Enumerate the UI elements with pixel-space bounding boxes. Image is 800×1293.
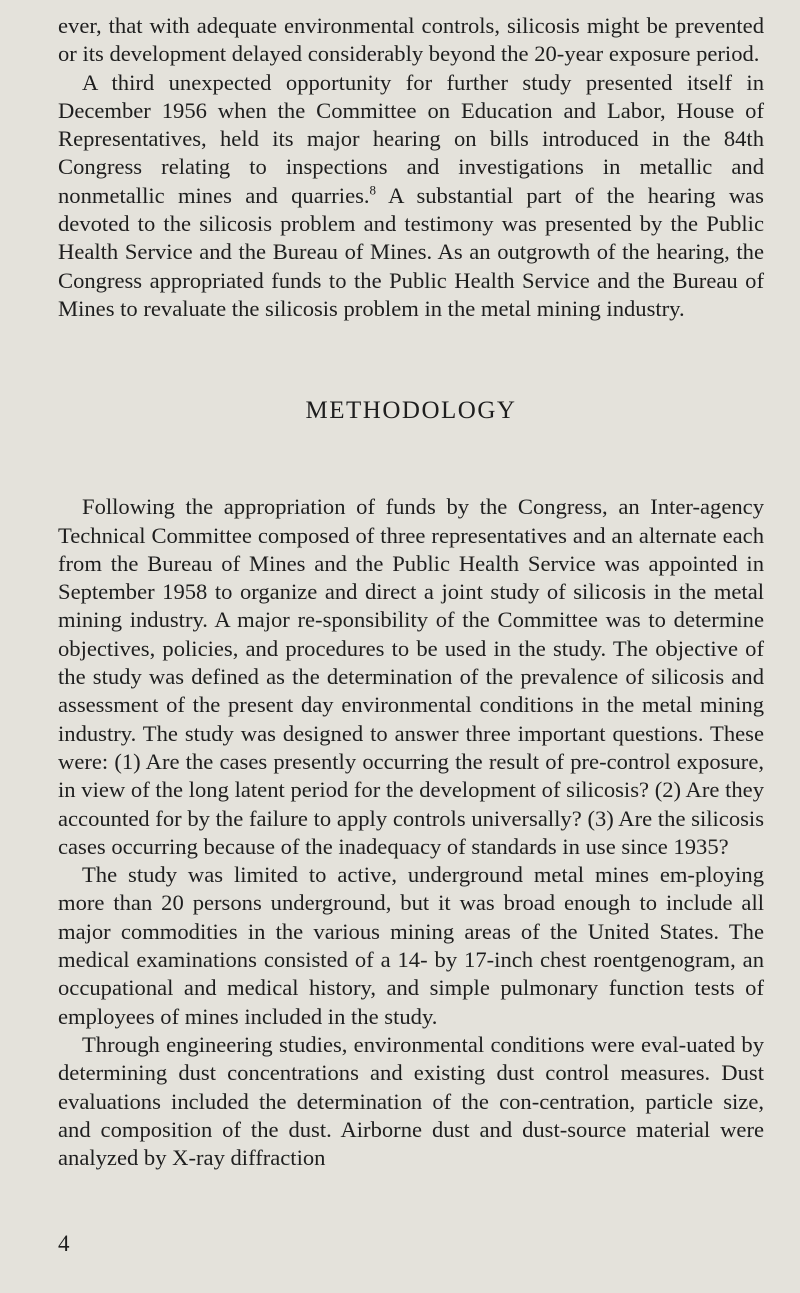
section-heading: METHODOLOGY: [305, 397, 517, 425]
document-page: [58, 12, 764, 1172]
paragraph-committee: Following the appropriation of funds by the Congress, an Inter-agency Technical Committee composed of three representatives and an alternate each from the Bureau of Mines and the Public Health Service was appointed in September 1958 to organize and direct a joint study of silicosis in the metal mining industry. A major re-sponsibility of the Committee was to determine objectives, policies, and procedures to be used in the study. The objective of the study was defined as the determination of the prevalence of silicosis and assessment of the present day environmental conditions in the metal mining industry. The study was designed to answer three important questions. These were: (1) Are the cases presently occurring the result of pre-control exposure, in view of the long latent period for the development of silicosis? (2) Are they accounted for by the failure to apply controls universally? (3) Are the silicosis cases occurring because of the inadequacy of standards in use since 1935?: [58, 494, 764, 859]
paragraph-study-scope: The study was limited to active, underground metal mines em-ploying more than 20 persons underground, but it was broad enough to include all major commodities in the various mining areas of the United States. The medical examinations consisted of a 14- by 17-inch chest roentgenogram, an occupational and medical history, and simple pulmonary function tests of employees of mines included in the study.: [58, 862, 764, 1029]
paragraph-hearing: [58, 69, 764, 324]
page-number: 4: [58, 1231, 70, 1256]
paragraph-hearing-text: A third unexpected opportunity for further study presented itself in December 1956 when the Committee on Education and Labor, House of Representatives, held its major hearing on bills introduced in the 84th Congress relating to inspections and investigations in metallic and nonmetallic mines and quarries.: [58, 69, 764, 208]
paragraph-continuation: ever, that with adequate environmental controls, silicosis might be prevented or its development delayed considerably beyond the 20-year exposure period.: [58, 13, 764, 67]
footnote-reference: 8: [369, 182, 377, 198]
paragraph-hearing-text-continued: A substantial part of the hearing was devoted to the silicosis problem and testimony was presented by the Public Health Service and the Bureau of Mines. As an outgrowth of the hearing, the Congress appropriated funds to the Public Health Service and the Bureau of Mines to revaluate the silicosis problem in the metal mining industry.: [58, 182, 764, 321]
paragraph-engineering: Through engineering studies, environmental conditions were eval-uated by determining dust concentrations and existing dust control measures. Dust evaluations included the determination of the con-centration, particle size, and composition of the dust. Airborne dust and dust-source material were analyzed by X-ray diffraction: [58, 1031, 764, 1171]
